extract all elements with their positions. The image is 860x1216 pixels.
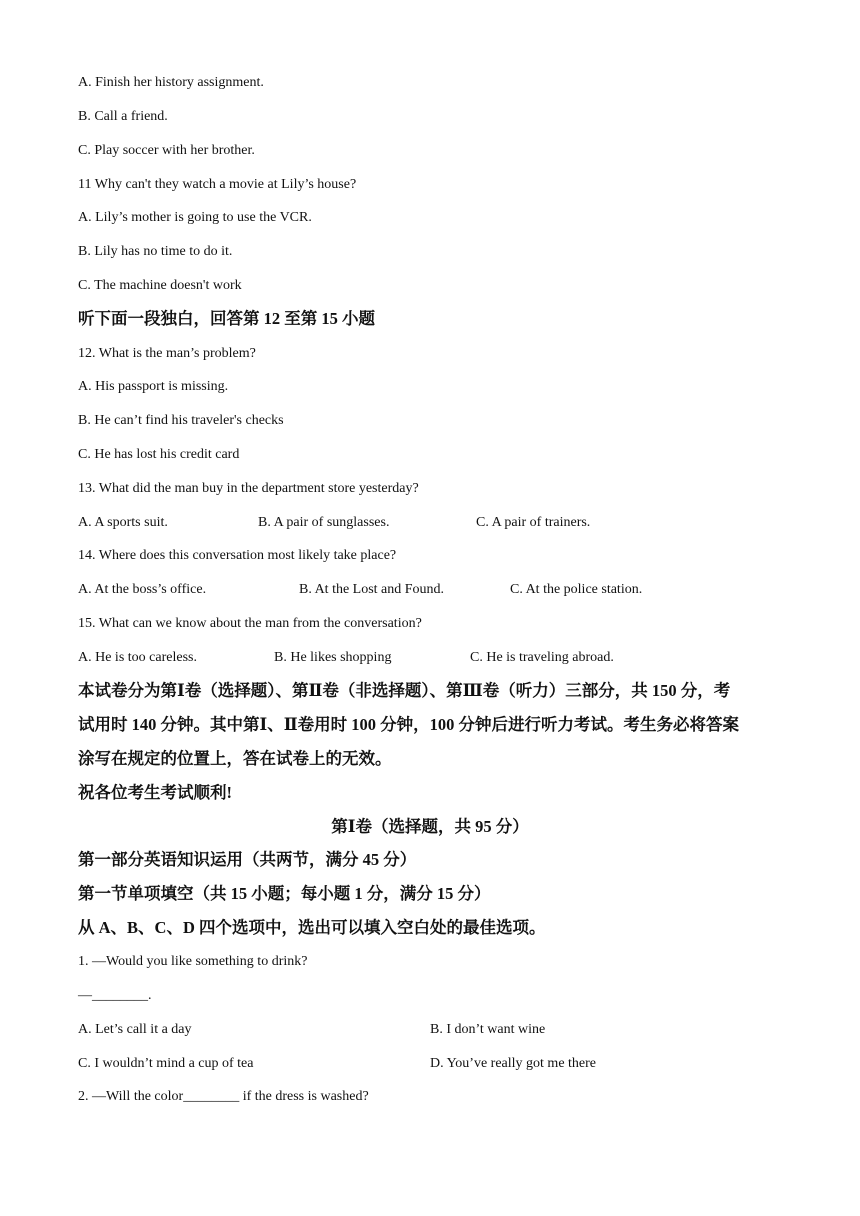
q13-question: 13. What did the man buy in the department store yesterday? [78, 481, 419, 496]
part1-title: 第一部分英语知识运用（共两节，满分 45 分） [78, 850, 417, 869]
q11-option-b: B. Lily has no time to do it. [78, 244, 233, 259]
q14-option-a: A. At the boss’s office. [78, 582, 207, 597]
section1-title: 第一节单项填空（共 15 小题；每小题 1 分，满分 15 分） [78, 884, 491, 903]
q15-option-b: B. He likes shopping [274, 650, 392, 665]
intro-line-3: 涂写在规定的位置上，答在试卷上的无效。 [78, 749, 392, 768]
q1-option-d: D. You’ve really got me there [430, 1056, 597, 1071]
q14-option-c: C. At the police station. [510, 582, 643, 597]
intro-line-2: 试用时 140 分钟。其中第Ⅰ、Ⅱ卷用时 100 分钟，100 分钟后进行听力考试。考生务必将答案 [78, 715, 739, 734]
q11-option-a: A. Lily’s mother is going to use the VCR. [78, 210, 312, 225]
intro-line-1: 本试卷分为第Ⅰ卷（选择题）、第Ⅱ卷（非选择题）、第Ⅲ卷（听力）三部分，共 150 分，考 [78, 681, 731, 700]
q2-question: 2. —Will the color________ if the dress is washed? [78, 1089, 369, 1104]
q12-question: 12. What is the man’s problem? [78, 346, 256, 361]
q10-option-b: B. Call a friend. [78, 109, 168, 124]
q1-option-b: B. I don’t want wine [430, 1022, 546, 1037]
q11-option-c: C. The machine doesn't work [78, 278, 242, 293]
q11-question: 11 Why can't they watch a movie at Lily’s house? [78, 177, 357, 192]
q13-option-a: A. A sports suit. [78, 515, 168, 530]
q15-question: 15. What can we know about the man from the conversation? [78, 616, 422, 631]
q12-option-a: A. His passport is missing. [78, 379, 229, 394]
monologue-heading: 听下面一段独白，回答第 12 至第 15 小题 [78, 309, 375, 328]
q10-option-c: C. Play soccer with her brother. [78, 143, 255, 158]
q1-question: 1. —Would you like something to drink? [78, 954, 308, 969]
q14-question: 14. Where does this conversation most likely take place? [78, 548, 397, 563]
q1-option-a: A. Let’s call it a day [78, 1022, 192, 1037]
instruction: 从 A、B、C、D 四个选项中，选出可以填入空白处的最佳选项。 [78, 918, 546, 937]
good-luck-note: 祝各位考生考试顺利! [78, 783, 232, 802]
q13-option-b: B. A pair of sunglasses. [258, 515, 390, 530]
q1-option-c: C. I wouldn’t mind a cup of tea [78, 1056, 254, 1071]
q15-option-c: C. He is traveling abroad. [470, 650, 614, 665]
q12-option-c: C. He has lost his credit card [78, 447, 240, 462]
q13-option-c: C. A pair of trainers. [476, 515, 591, 530]
q12-option-b: B. He can’t find his traveler's checks [78, 413, 284, 428]
q15-option-a: A. He is too careless. [78, 650, 197, 665]
q10-option-a: A. Finish her history assignment. [78, 75, 264, 90]
volume-title: 第Ⅰ卷（选择题，共 95 分） [331, 817, 529, 836]
q1-answer-blank: —________. [78, 988, 152, 1003]
q14-option-b: B. At the Lost and Found. [299, 582, 445, 597]
